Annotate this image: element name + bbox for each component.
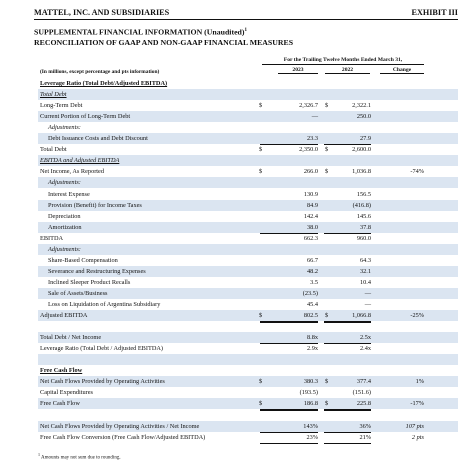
value-2022: 377.4 (356, 378, 371, 386)
value-2023: 266.0 (303, 168, 318, 176)
row-label: Net Cash Flows Provided by Operating Activities (40, 378, 165, 386)
value-2022: 1,066.8 (324, 310, 371, 323)
value-2022: 250.0 (356, 113, 371, 121)
units-note: (In millions, except percentage and pts information) (40, 69, 160, 75)
row-label: Provision (Benefit) for Income Taxes (48, 201, 142, 209)
change-value: -74% (410, 168, 424, 176)
title-line-2: RECONCILIATION OF GAAP AND NON-GAAP FINANCIAL MEASURES (34, 38, 294, 48)
exhibit-label: EXHIBIT III (411, 8, 458, 17)
footnote-marker: 1 (38, 452, 40, 457)
value-2023: 38.0 (260, 222, 318, 234)
table-row (38, 421, 458, 432)
value-2022: 32.1 (359, 267, 371, 275)
row-label: Adjustments: (48, 124, 81, 132)
value-2023: 3.5 (310, 278, 318, 286)
table-row (38, 343, 458, 354)
change-value: 2 pts (411, 433, 424, 441)
row-label: Amortization (48, 223, 82, 231)
table-row (38, 398, 458, 409)
currency-symbol: $ (259, 378, 263, 386)
value-2023: 186.8 (260, 398, 318, 411)
value-2023: 2,326.7 (299, 102, 318, 110)
value-2023: 2.9x (260, 343, 318, 355)
row-label: Adjustments: (48, 179, 81, 187)
value-2022: 156.5 (356, 190, 371, 198)
change-value: -25% (410, 312, 424, 320)
value-2022: 1,036.8 (352, 168, 371, 176)
table-row (38, 166, 458, 177)
row-label: Free Cash Flow (40, 367, 83, 375)
table-row (38, 122, 458, 133)
value-2022: 145.6 (356, 212, 371, 220)
value-2022: (151.6) (324, 387, 371, 399)
table-row (38, 288, 458, 299)
table-row (38, 189, 458, 200)
value-2023: 380.3 (303, 378, 318, 386)
change-value: 1% (415, 378, 424, 386)
currency-symbol: $ (259, 400, 263, 408)
value-2022: 10.4 (359, 278, 371, 286)
currency-symbol: $ (259, 312, 263, 320)
change-value: -17% (410, 400, 424, 408)
title-footnote-marker: 1 (244, 28, 247, 33)
value-2023: 802.5 (260, 310, 318, 323)
value-2023: 130.9 (303, 190, 318, 198)
value-2022: 21% (324, 432, 371, 444)
value-2022: 2.4x (324, 343, 371, 355)
value-2022: 2.5x (324, 332, 371, 344)
table-row (38, 277, 458, 288)
row-label: Debt Issuance Costs and Debt Discount (48, 135, 148, 143)
row-label: Sale of Assets/Business (48, 289, 108, 297)
value-2022: 36% (324, 421, 371, 433)
value-2022: 2,322.1 (352, 102, 371, 110)
table-row (38, 432, 458, 443)
value-2022: 64.3 (359, 256, 371, 264)
row-label: EBITDA and Adjusted EBITDA (40, 157, 120, 165)
table-row (38, 111, 458, 122)
row-label: Leverage Ratio (Total Debt / Adjusted EBITDA) (40, 345, 164, 353)
change-value: 107 pts (405, 422, 424, 430)
row-label: Severance and Restructuring Expenses (48, 267, 146, 275)
value-2023: (193.5) (260, 387, 318, 399)
column-2022: 2022 (325, 67, 370, 74)
value-2022: 27.9 (324, 133, 371, 145)
currency-symbol: $ (325, 102, 329, 110)
value-2023: 84.9 (306, 201, 318, 209)
spacer-row (38, 410, 458, 421)
row-label: Free Cash Flow (40, 400, 80, 408)
row-label: Capital Expenditures (40, 389, 93, 397)
table-row (38, 266, 458, 277)
value-2022: (416.8) (352, 201, 371, 209)
table-row (38, 310, 458, 321)
table-row (38, 133, 458, 144)
table-row (38, 222, 458, 233)
table-row (38, 211, 458, 222)
value-2022: 2,600.0 (324, 144, 371, 157)
table-row (38, 332, 458, 343)
row-label: EBITDA (40, 234, 64, 242)
row-label: Net Cash Flows Provided by Operating Activities / Net Income (40, 422, 200, 430)
value-2022: — (364, 289, 371, 297)
currency-symbol: $ (259, 146, 263, 154)
row-label: Loss on Liquidation of Argentina Subsidiary (48, 301, 161, 308)
value-2023: 143% (260, 421, 318, 433)
value-2023: 45.4 (260, 299, 318, 311)
value-2022: 225.8 (324, 398, 371, 411)
value-2023: 142.4 (303, 212, 318, 220)
value-2023: 23.3 (260, 133, 318, 145)
value-2023: 23% (260, 432, 318, 444)
row-label: Depreciation (48, 212, 81, 220)
value-2023: — (311, 113, 318, 121)
table-row (38, 89, 458, 100)
footnote-text: Amounts may not sum due to rounding. (40, 455, 121, 461)
value-2022: 960.0 (356, 234, 371, 242)
row-label: Total Debt / Net Income (40, 334, 102, 342)
spacer-row (38, 354, 458, 365)
currency-symbol: $ (325, 168, 329, 176)
column-2023: 2023 (278, 67, 318, 74)
value-2023: 48.2 (306, 267, 318, 275)
currency-symbol: $ (259, 168, 263, 176)
report-header (34, 6, 458, 20)
value-2023: 66.7 (306, 256, 318, 264)
row-label: Long-Term Debt (40, 102, 83, 110)
currency-symbol: $ (259, 102, 263, 110)
table-row (38, 233, 458, 244)
table-row (38, 200, 458, 211)
row-label: Inclined Sleeper Product Recalls (48, 278, 131, 286)
value-2023: 662.3 (303, 234, 318, 242)
title-line-1: SUPPLEMENTAL FINANCIAL INFORMATION (Unaudited) (34, 27, 245, 37)
spacer-row (38, 321, 458, 332)
row-label: Interest Expense (48, 190, 90, 198)
table-row (38, 255, 458, 266)
row-label: Current Portion of Long-Term Debt (40, 113, 131, 121)
value-2022: 37.8 (324, 222, 371, 234)
table-row (38, 177, 458, 188)
table-row (38, 155, 458, 166)
report-title (34, 26, 293, 49)
currency-symbol: $ (325, 400, 329, 408)
table-row (38, 144, 458, 155)
footnote (38, 452, 121, 461)
table-row (38, 376, 458, 387)
table-row (38, 365, 458, 376)
row-label: Free Cash Flow Conversion (Free Cash Flow/Adjusted EBITDA) (40, 433, 206, 441)
currency-symbol: $ (325, 378, 329, 386)
currency-symbol: $ (325, 312, 329, 320)
table-row (38, 299, 458, 310)
row-label: Leverage Ratio (Total Debt/Adjusted EBITDA) (40, 80, 168, 87)
table-row (38, 100, 458, 111)
table-row (38, 78, 458, 89)
row-label: Adjustments: (48, 245, 81, 253)
table-row (38, 387, 458, 398)
period-header: For the Trailing Twelve Months Ended March 31, (262, 57, 424, 65)
row-label: Share-Based Compensation (48, 256, 118, 264)
row-label: Adjusted EBITDA (40, 312, 88, 320)
currency-symbol: $ (325, 146, 329, 154)
value-2023: 2,350.0 (260, 144, 318, 157)
table-row (38, 244, 458, 255)
row-label: Net Income, As Reported (40, 168, 105, 176)
value-2023: 8.8x (260, 332, 318, 344)
value-2023: (23.5) (302, 289, 318, 297)
row-label: Total Debt (40, 91, 67, 99)
row-label: Total Debt (40, 146, 67, 154)
value-2022: — (324, 299, 371, 311)
column-change: Change (380, 67, 424, 74)
company-name: MATTEL, INC. AND SUBSIDIARIES (34, 8, 170, 17)
